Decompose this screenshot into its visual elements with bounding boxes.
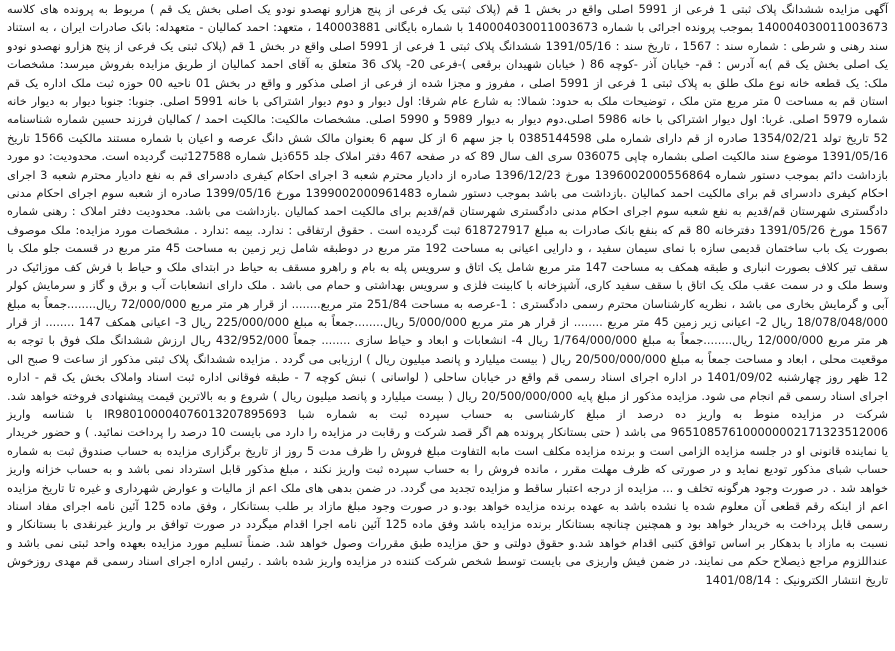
auction-notice-text: آگهی مزایده ششدانگ پلاک ثبتی 1 فرعی از 5991 اصلی واقع در بخش 1 قم (پلاک ثبتی یک فرعی از پنج هزارو نهصدو نودو یک اصلی بخش یک قم ) مربوط به پرونده های کلاسه 140004030011003673 بموجب پرونده اجرائی با شماره 140004030011003673 با شماره بایگانی 140003881 ، متعهد: احمد کمالیان - متعهدله: بانک صادرات ایران ، به استناد سند رهنی و شرطی : شماره سند : 1567 ، تاریخ سند : 1391/05/16 ششدانگ پلاک ثبتی 1 فرعی از 5991 اصلی واقع در بخش 1 قم (پلاک ثبتی یک فرعی از پنج هزارو نهصدو نودو یک اصلی بخش یک قم )به آدرس : قم- خیابان آذر -کوچه 86 ( خیابان شهیدان برقعی )-فرعی 20- پلاک 36 متعلق به آقای احمد کمالیان از طریق مزایده بفروش میرسد: مشخصات ملک: یک قطعه خانه نوع ملک طلق به پلاک ثبتی 1 فرعی از 5991 اصلی ، مفروز و مجزا شده از فرعی از اصلی مذکور و واقع در بخش 01 ناحیه 00 حوزه ثبت ملک اداره یک قم استان قم به مساحت 0 متر مربع متن ملک ، توضیحات ملک به حدود: شمالا: به شارع عام شرقا: اول دیوار و دوم دیوار اشتراکی با خانه 5991 اصلی. جنوبا: جنوبا دیوار به دیوار خانه شماره 5979 اصلی. غربا: اول دیوار اشتراکی با خانه 5986 اصلی.دوم دیوار به دیوار 5989 و 5990 اصلی. مشخصات مالکیت: مالکیت احمد / کمالیان فرزند حسین شماره شناسنامه 52 تاریخ تولد 1354/02/21 صادره از قم دارای شماره ملی 0385144598 با جز سهم 6 از کل سهم 6 بعنوان مالک شش دانگ عرصه و اعیان با شماره مستند مالکیت 1566 تاریخ 1391/05/16 موضوع سند مالکیت اصلی بشماره چاپی 036075 سری الف سال 89 که در صفحه 467 دفتر املاک جلد 655ذیل شماره 127588ثبت گردیده است. محدودیت: دو مورد بازداشت دائم بموجب دستور شماره 1396002000556864 مورخ 1396/12/23 صادره از دادیار محترم شعبه 3 اجرای احکام کیفری دادسرای قم به نفع دادیار محترم شعبه 3 اجرای احکام کیفری دادسرای قم برای مالکیت احمد کمالیان .بازداشت می باشد بموجب دستور شماره 1399002000961483 مورخ 1399/05/16 صادره از شعبه سوم اجرای احکام مدنی دادگستری شهرستان قم/قدیم به نفع شعبه سوم اجرای احکام مدنی دادگستری شهرستان قم/قدیم برای مالکیت احمد کمالیان .بازداشت می باشد. محدودیت دفتر املاک : رهنی شماره 1567 مورخ 1391/05/26 دفترخانه 80 قم که بنفع بانک صادرات به مبلغ 618727917 ثبت گردیده است . حقوق ارتفاقی : ندارد. بیمه :ندارد . مشخصات مورد مزایده: ملک موصوف بصورت یک باب ساختمان قدیمی سازه با نمای سیمان سفید ، و دارایی اعیانی به مساحت 192 متر مربع در دوطبقه شامل زیر زمین به مساحت 45 متر مربع در قسمت جلو ملک با سقف تیر کلاف بصورت انباری و طبقه همکف به مساحت 147 متر مربع شامل یک اتاق و سرویس پله به بام و راهرو مسقف به حیاط در ابتدای ملک و حیاط با فرش کف موزائیک در وسط ملک و در سمت عقب ملک یک اتاق با سقف سفید کاری، آشپزخانه با کابینت فلزی و سرویس بهداشتی و حمام می باشد . ملک دارای انشعابات آب و برق و گاز و سرمایش کولر آبی و گرمایش بخاری می باشد ، نظریه کارشناسان محترم رسمی دادگستری : 1-عرصه به مساحت 251/84 متر مربع........ از قرار هر متر مربع 72/000/000 ریال........جمعاً به مبلغ 18/078/048/000 ریال 2- اعیانی زیر زمین 45 متر مربع ........ از قرار هر متر مربع 5/000/000 ریال........جمعاً به مبلغ 225/000/000 ریال 3- اعیانی همکف 147 ........ از قرار هر متر مربع 12/000/000 ریال........جمعاً به مبلغ 1/764/000/000 ریال 4- انشعابات و ابعاد و حیاط سازی ........ جمعاً 432/952/000 ریال ارزش ششدانگ ملک فوق با توجه به موقعیت محلی ، ابعاد و مساحت جمعاً به مبلغ 20/500/000/000 ریال ( بیست میلیارد و پانصد میلیون ریال ) ارزیابی می گردد . مزایده ششدانگ پلاک ثبتی مذکور از ساعت 9 صبح الی 12 ظهر روز چهارشنبه 1401/09/02 در اداره اجرای اسناد رسمی قم واقع در خیابان ساحلی ( لواسانی ) نبش کوچه 7 - طبقه فوقانی اداره ثبت اسناد واملاک بخش یک قم - اداره اجرای اسناد رسمی قم انجام می شود. مزایده مذکور از مبلغ پایه 20/500/000/000 ریال ( بیست میلیارد و پانصد میلیون ریال ) شروع و به بالاترین قیمت پیشنهادی فروخته خواهد شد. شرکت در مزایده منوط به واریز ده درصد از مبلغ کارشناسی به حساب سپرده ثبت به شماره شبا IR980100004076013207895693 با شناسه واریز 965108576100000002171323512006 می باشد ( حتی بستانکار پرونده هم اگر قصد شرکت و رقابت در مزایده را دارد می بایست 10 درصد را پرداخت نمائید. ) و حضور خریدار یا نماینده قانونی او در جلسه مزایده الزامی است و برنده مزایده مکلف است مابه التفاوت مبلغ فروش را ظرف مدت 5 روز از تاریخ برگزاری مزایده به حساب صندوق ثبت به شماره حساب شبای مذکور تودیع نماید و در صورتی که ظرف مهلت مقرر ، مانده فروش را به حساب سپرده ثبت واریز نکند ، مبلغ مذکور قابل استرداد نمی باشد و به حساب خزانه واریز خواهد شد . در صورت وجود هرگونه تخلف و ... مزایده از درجه اعتبار ساقط و مزایده تجدید می گردد. در ضمن بدهی های ملک اعم از مالیات و عوارض شهرداری و غیره تا تاریخ مزایده اعم از اینکه رقم قطعی آن معلوم شده یا نشده باشد به عهده برنده مزایده خواهد بود.و در صورت وجود مبلغ مازاد بر طلب بستانکار ، وفق ماده 125 آئین نامه اجرای مفاد اسناد رسمی قابل پرداخت به خریدار خواهد بود و همچنین چنانچه بستانکار برنده مزایده باشد وفق ماده 125 آئین نامه اجرا اقدام میگردد در صورت توافق بر واریز غیرنقدی با بستانکار و نسبت به مازاد با بدهکار بر اساس توافق کتبی اقدام خواهد شد.و حقوق دولتی و حق مزایده طبق مقررات وصول خواهد شد. ضمناً تسلیم مورد مزایده بعهده واحد ثبتی نمی باشد و عنداللزوم مراجع ذیصلاح حکم می نمایند. در ضمن فیش واریزی می بایست توسط شخص شرکت کننده در مزایده واریز شده باشد . رئیس اداره اجرای اسناد رسمی قم مهدی روزخوش تاریخ انتشار الکترونیک : 1401/08/14: [7, 2, 889, 587]
